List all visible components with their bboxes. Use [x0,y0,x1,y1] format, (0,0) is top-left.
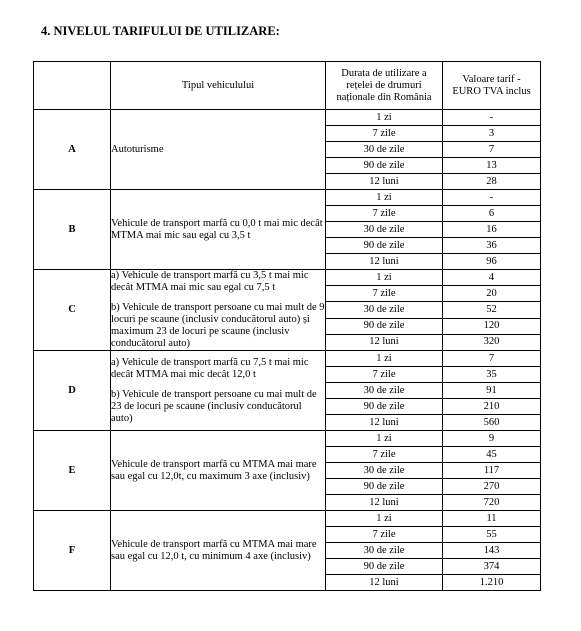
tariff-value-cell: 96 [443,254,541,270]
tariff-value-cell: - [443,190,541,206]
tariff-value-cell: 3 [443,126,541,142]
duration-cell: 30 de zile [326,383,443,399]
table-row [34,270,541,286]
vehicle-description-paragraph: Autoturisme [111,143,164,155]
tariff-value-cell: 36 [443,238,541,254]
duration-cell: 30 de zile [326,222,443,238]
tariff-value-cell: 91 [443,383,541,399]
duration-cell: 12 luni [326,575,443,591]
vehicle-description [111,110,326,190]
duration-cell: 1 zi [326,511,443,527]
table-row [34,110,541,126]
duration-cell: 90 de zile [326,318,443,334]
tariff-value-cell: 7 [443,351,541,367]
duration-cell: 7 zile [326,126,443,142]
duration-cell: 30 de zile [326,543,443,559]
vehicle-description [111,351,326,431]
tariff-value-cell: 560 [443,415,541,431]
table-row [34,511,541,527]
duration-cell: 30 de zile [326,142,443,158]
tariff-value-cell: 20 [443,286,541,302]
tariff-value-cell: 120 [443,318,541,334]
duration-cell: 7 zile [326,286,443,302]
table-header-row [34,62,541,110]
duration-cell: 1 zi [326,270,443,286]
tariff-value-cell: 210 [443,399,541,415]
duration-cell: 30 de zile [326,302,443,318]
header-vehicle-type: Tipul vehiculului [111,62,326,110]
vehicle-description-paragraph: a) Vehicule de transport marfă cu 7,5 t mai mic decât MTMA mai mic decât 12,0 t [111,356,309,380]
duration-cell: 1 zi [326,190,443,206]
tariff-value-cell: 143 [443,543,541,559]
duration-cell: 12 luni [326,334,443,350]
duration-cell: 90 de zile [326,559,443,575]
tariff-value-cell: 4 [443,270,541,286]
vehicle-category: E [34,431,111,511]
vehicle-category: C [34,270,111,351]
duration-cell: 90 de zile [326,399,443,415]
vehicle-category: D [34,351,111,431]
tariff-value-cell: 320 [443,334,541,350]
vehicle-description [111,190,326,270]
duration-cell: 12 luni [326,495,443,511]
duration-cell: 7 zile [326,527,443,543]
tariff-value-cell: 374 [443,559,541,575]
table-row [34,351,541,367]
tariff-value-cell: 45 [443,447,541,463]
tariff-value-cell: 11 [443,511,541,527]
tariff-table [33,61,541,591]
duration-cell: 90 de zile [326,238,443,254]
duration-cell: 12 luni [326,254,443,270]
tariff-value-cell: 55 [443,527,541,543]
vehicle-description-paragraph: b) Vehicule de transport persoane cu mai mult de 9 locuri pe scaune (inclusiv conducătorul auto) și maximum 23 de locuri pe scaune (inclusiv conducătorul auto) [111,302,325,349]
duration-cell: 90 de zile [326,479,443,495]
vehicle-description [111,270,326,351]
tariff-value-cell: 7 [443,142,541,158]
header-tariff-value: Valoare tarif - EURO TVA inclus [443,62,541,110]
table-body [34,110,541,591]
duration-cell: 1 zi [326,110,443,126]
tariff-value-cell: - [443,110,541,126]
header-duration: Durata de utilizare a rețelei de drumuri naționale din România [326,62,443,110]
tariff-value-cell: 52 [443,302,541,318]
duration-cell: 1 zi [326,431,443,447]
tariff-value-cell: 720 [443,495,541,511]
tariff-value-cell: 9 [443,431,541,447]
vehicle-description-paragraph: Vehicule de transport marfă cu MTMA mai mare sau egal cu 12,0t, cu maximum 3 axe (inclusiv) [111,458,317,482]
vehicle-description [111,511,326,591]
tariff-value-cell: 13 [443,158,541,174]
tariff-value-cell: 35 [443,367,541,383]
duration-cell: 7 zile [326,367,443,383]
tariff-value-cell: 28 [443,174,541,190]
vehicle-description-paragraph: a) Vehicule de transport marfă cu 3,5 t mai mic decât MTMA mai mic sau egal cu 7,5 t [111,270,309,293]
vehicle-description-paragraph: Vehicule de transport marfă cu 0,0 t mai mic decât MTMA mai mic sau egal cu 3,5 t [111,217,323,241]
vehicle-category: F [34,511,111,591]
tariff-value-cell: 1.210 [443,575,541,591]
vehicle-description [111,431,326,511]
tariff-value-cell: 117 [443,463,541,479]
duration-cell: 1 zi [326,351,443,367]
duration-cell: 7 zile [326,447,443,463]
duration-cell: 90 de zile [326,158,443,174]
tariff-value-cell: 6 [443,206,541,222]
vehicle-category: A [34,110,111,190]
duration-cell: 12 luni [326,174,443,190]
duration-cell: 7 zile [326,206,443,222]
tariff-value-cell: 16 [443,222,541,238]
duration-cell: 30 de zile [326,463,443,479]
vehicle-description-paragraph: Vehicule de transport marfă cu MTMA mai mare sau egal cu 12,0 t, cu minimum 4 axe (inclusiv) [111,538,317,562]
duration-cell: 12 luni [326,415,443,431]
header-category [34,62,111,110]
vehicle-description-paragraph: b) Vehicule de transport persoane cu mai mult de 23 de locuri pe scaune (inclusiv conducătorul auto) [111,388,317,424]
vehicle-category: B [34,190,111,270]
tariff-value-cell: 270 [443,479,541,495]
table-row [34,190,541,206]
table-row [34,431,541,447]
section-heading: 4. NIVELUL TARIFULUI DE UTILIZARE: [41,24,280,38]
